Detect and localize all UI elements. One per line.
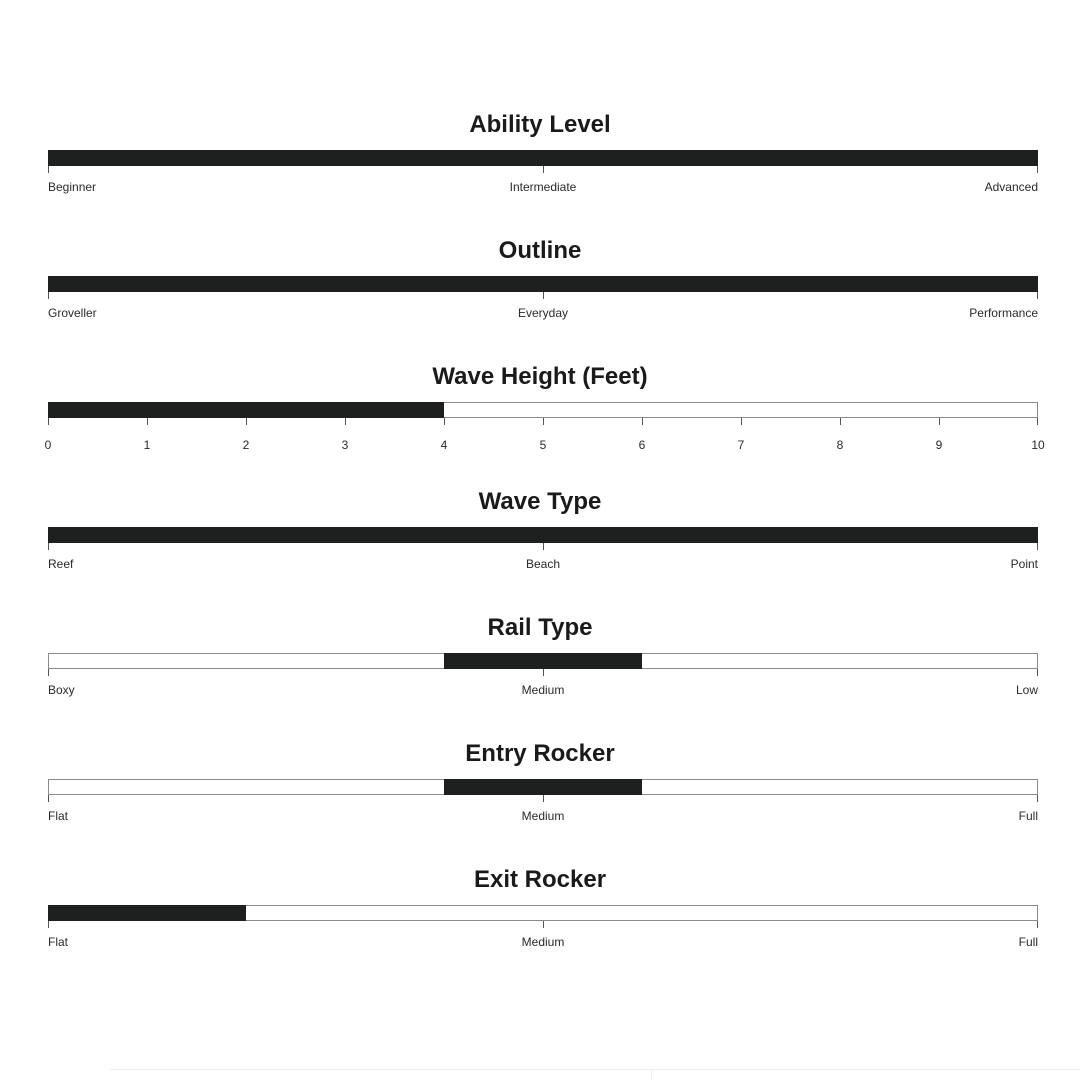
exit-rocker-tick [48,921,49,928]
wave-type-fill [48,527,1038,543]
ability-level-tick-label: Beginner [48,180,97,194]
wave-height-feet-tick-label: 3 [341,437,349,452]
outline-title: Outline [498,236,582,264]
wave-type-tick [543,543,544,550]
exit-rocker-tick [1037,921,1038,928]
ability-level-bar [48,150,1038,194]
rail-type-tick-label: Boxy [48,683,75,698]
outline-tick-label: Everyday [517,305,569,320]
rail-type-tick-label: Low [1015,683,1038,698]
wave-height-feet-tick [444,418,445,425]
wave-height-feet-title: Wave Height (Feet) [432,362,648,390]
entry-rocker-tick [543,795,544,802]
exit-rocker-tick-label: Medium [521,934,565,949]
wave-height-feet-tick-label: 5 [539,437,547,452]
ability-level-title: Ability Level [469,111,611,138]
entry-rocker-tick [48,795,49,802]
wave-type-rating [0,488,1080,614]
entry-rocker-rating [0,740,1080,866]
rail-type-tick-label: Medium [521,683,565,698]
rail-type-bar [48,653,1038,698]
ability-level-tick [1037,166,1038,173]
exit-rocker-rating [0,866,1080,992]
outline-tick [48,292,49,299]
ability-level-tick-label: Intermediate [509,180,577,194]
entry-rocker-tick [1037,795,1038,802]
rail-type-tick [543,669,544,676]
entry-rocker-tick-label: Flat [48,809,69,823]
exit-rocker-tick-label: Flat [48,934,69,949]
wave-height-feet-bar [44,402,1045,452]
faint-divider [110,1069,1080,1070]
exit-rocker-tick [543,921,544,928]
wave-height-feet-tick [642,418,643,425]
wave-height-feet-fill [48,402,444,418]
wave-type-tick [1037,543,1038,550]
wave-height-feet-tick [48,418,49,425]
ability-level-tick [48,166,49,173]
outline-fill [48,276,1038,292]
exit-rocker-fill [48,905,246,921]
entry-rocker-tick-label: Full [1018,809,1038,823]
wave-height-feet-tick [840,418,841,425]
wave-height-feet-tick-label: 10 [1031,437,1045,452]
outline-tick-label: Groveller [48,305,97,320]
wave-height-feet-rating [0,363,1080,489]
entry-rocker-fill [444,779,642,795]
wave-height-feet-tick-label: 4 [440,437,448,452]
rail-type-title: Rail Type [487,614,593,642]
exit-rocker-bar [48,905,1038,949]
outline-tick [543,292,544,299]
ability-level-tick-label: Advanced [984,180,1038,194]
wave-height-feet-tick-label: 9 [935,437,943,452]
outline-tick-label: Performance [969,305,1038,320]
wave-type-tick-label: Reef [48,557,74,572]
ability-level-fill [48,150,1038,166]
wave-type-bar [48,527,1038,572]
wave-height-feet-tick [147,418,148,425]
exit-rocker-title: Exit Rocker [473,865,607,893]
wave-type-tick-label: Beach [525,557,561,572]
wave-height-feet-tick [939,418,940,425]
wave-type-tick [48,543,49,550]
entry-rocker-tick-label: Medium [521,809,565,823]
ability-level-tick [543,166,544,173]
outline-tick [1037,292,1038,299]
wave-height-feet-tick-label: 8 [836,437,844,452]
faint-divider-tick [651,1069,652,1080]
wave-type-tick-label: Point [1010,557,1038,572]
rail-type-tick [1037,669,1038,676]
rail-type-rating [0,614,1080,740]
wave-height-feet-tick-label: 2 [242,437,250,452]
wave-type-title: Wave Type [478,488,602,516]
entry-rocker-title: Entry Rocker [465,740,615,767]
wave-height-feet-tick [741,418,742,425]
wave-height-feet-tick [246,418,247,425]
outline-bar [48,276,1038,320]
outline-rating [0,237,1080,363]
entry-rocker-bar [48,779,1038,823]
wave-height-feet-tick-label: 6 [638,437,646,452]
wave-height-feet-tick-label: 7 [737,437,745,452]
wave-height-feet-tick-label: 0 [44,437,52,452]
exit-rocker-tick-label: Full [1018,934,1038,949]
wave-height-feet-tick [345,418,346,425]
rail-type-fill [444,653,642,669]
rail-type-tick [48,669,49,676]
wave-height-feet-tick [1037,418,1038,425]
wave-height-feet-tick [543,418,544,425]
wave-height-feet-tick-label: 1 [143,437,151,452]
ability-level-rating [0,111,1080,237]
